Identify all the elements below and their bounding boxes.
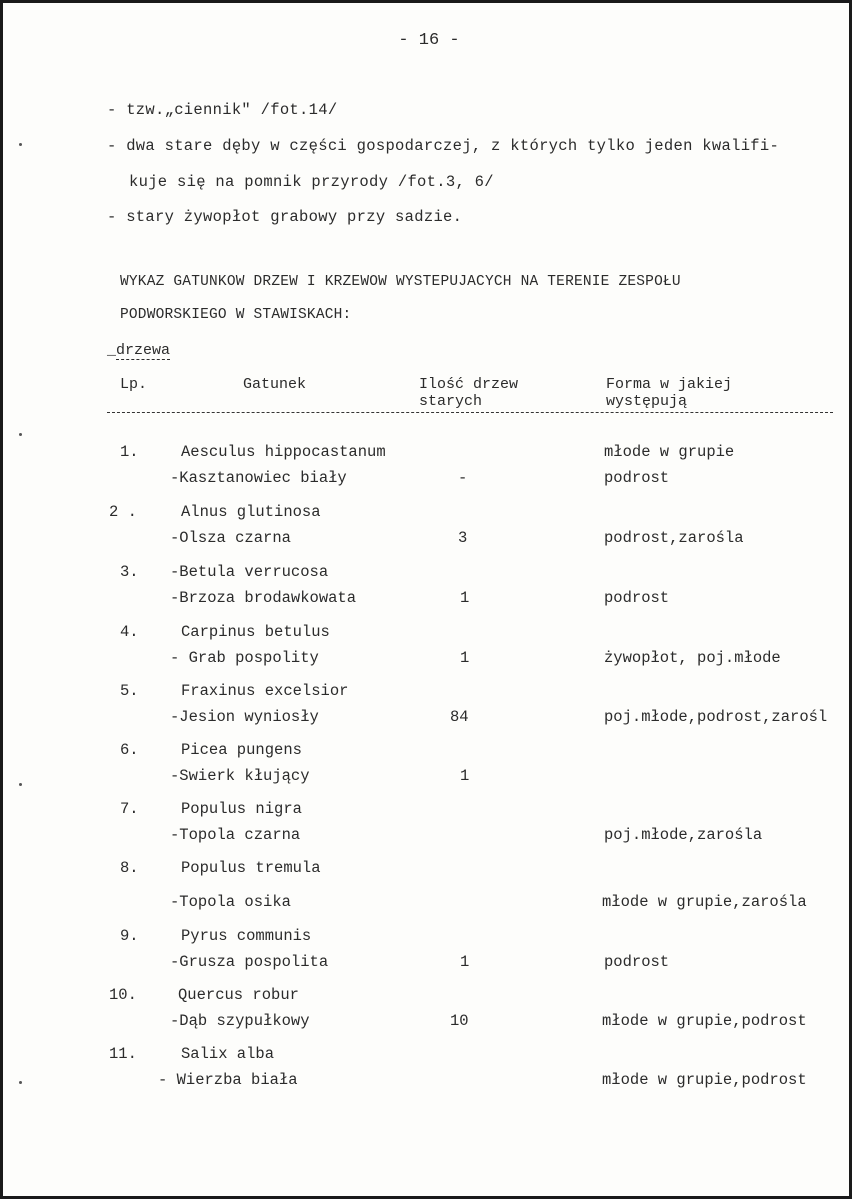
header-ilosc-2: starych	[419, 393, 483, 410]
row-10-latin: Quercus robur	[178, 986, 299, 1004]
row-1-lp: 1.	[120, 443, 139, 461]
row-5-latin: Fraxinus excelsior	[181, 682, 349, 700]
row-8-lp: 8.	[120, 859, 139, 877]
row-1-latin: Aesculus hippocastanum	[181, 443, 386, 461]
header-separator	[107, 412, 833, 413]
row-1-form: młode w grupie	[604, 443, 735, 461]
bullet-line-4: - stary żywopłot grabowy przy sadzie.	[107, 208, 463, 226]
bullet-line-1: - tzw.„ciennik" /fot.14/	[107, 101, 338, 119]
row-2-polish: -Olsza czarna	[170, 529, 291, 547]
row-10-polish: -Dąb szypułkowy	[170, 1012, 310, 1030]
section-label-text: drzewa	[116, 342, 171, 359]
row-5-count: 84	[450, 708, 469, 726]
row-2-form: podrost,zarośla	[604, 529, 744, 547]
scan-speck	[19, 143, 22, 146]
row-10-form: młode w grupie,podrost	[602, 1012, 807, 1030]
row-9-latin: Pyrus communis	[181, 927, 312, 945]
row-1-polish: -Kasztanowiec biały	[170, 469, 347, 487]
row-4-latin: Carpinus betulus	[181, 623, 330, 641]
row-7-form: poj.młode,zarośla	[604, 826, 763, 844]
row-2-latin: Alnus glutinosa	[181, 503, 321, 521]
row-9-form: podrost	[604, 953, 670, 971]
row-9-lp: 9.	[120, 927, 139, 945]
list-heading-line-2: PODWORSKIEGO W STAWISKACH:	[120, 307, 352, 323]
section-label: _drzewa	[107, 342, 171, 359]
header-forma-1: Forma w jakiej	[606, 376, 733, 393]
row-3-latin: -Betula verrucosa	[170, 563, 329, 581]
row-6-lp: 6.	[120, 741, 139, 759]
row-5-polish: -Jesion wyniosły	[170, 708, 319, 726]
scan-speck	[19, 433, 22, 436]
row-7-polish: -Topola czarna	[170, 826, 301, 844]
row-11-form: młode w grupie,podrost	[602, 1071, 807, 1089]
row-11-polish: - Wierzba biała	[158, 1071, 298, 1089]
row-3-polish: -Brzoza brodawkowata	[170, 589, 357, 607]
row-3-lp: 3.	[120, 563, 139, 581]
bullet-line-2: - dwa stare dęby w części gospodarczej, z których tylko jeden kwalifi-	[107, 137, 780, 155]
row-6-polish: -Swierk kłujący	[170, 767, 310, 785]
list-heading-line-1: WYKAZ GATUNKOW DRZEW I KRZEWOW WYSTEPUJACYCH NA TERENIE ZESPOŁU	[120, 274, 681, 290]
row-2-lp: 2 .	[109, 503, 137, 521]
row-1-count: -	[458, 469, 468, 487]
header-gatunek: Gatunek	[243, 376, 307, 393]
row-4-form: żywopłot, poj.młode	[604, 649, 781, 667]
page-number: - 16 -	[398, 31, 460, 50]
row-4-count: 1	[460, 649, 470, 667]
row-7-latin: Populus nigra	[181, 800, 302, 818]
row-4-lp: 4.	[120, 623, 139, 641]
row-10-count: 10	[450, 1012, 469, 1030]
row-11-latin: Salix alba	[181, 1045, 275, 1063]
row-5-lp: 5.	[120, 682, 139, 700]
bullet-line-3: kuje się na pomnik przyrody /fot.3, 6/	[129, 173, 494, 191]
row-8-polish: -Topola osika	[170, 893, 291, 911]
header-ilosc-1: Ilość drzew	[419, 376, 519, 393]
row-6-latin: Picea pungens	[181, 741, 302, 759]
row-2-count: 3	[458, 529, 468, 547]
row-11-lp: 11.	[109, 1045, 137, 1063]
row-9-polish: -Grusza pospolita	[170, 953, 329, 971]
scan-speck	[19, 783, 22, 786]
row-7-lp: 7.	[120, 800, 139, 818]
row-3-count: 1	[460, 589, 470, 607]
row-5-form: poj.młode,podrost,zarośl	[604, 708, 828, 726]
row-8-latin: Populus tremula	[181, 859, 321, 877]
row-3-form: podrost	[604, 589, 670, 607]
row-9-count: 1	[460, 953, 470, 971]
scan-speck	[19, 1081, 22, 1084]
row-4-polish: - Grab pospolity	[170, 649, 319, 667]
header-forma-2: występują	[606, 393, 688, 410]
header-lp: Lp.	[120, 376, 148, 393]
row-1-form-2: podrost	[604, 469, 670, 487]
row-10-lp: 10.	[109, 986, 137, 1004]
row-8-form: młode w grupie,zarośla	[602, 893, 807, 911]
row-6-count: 1	[460, 767, 470, 785]
